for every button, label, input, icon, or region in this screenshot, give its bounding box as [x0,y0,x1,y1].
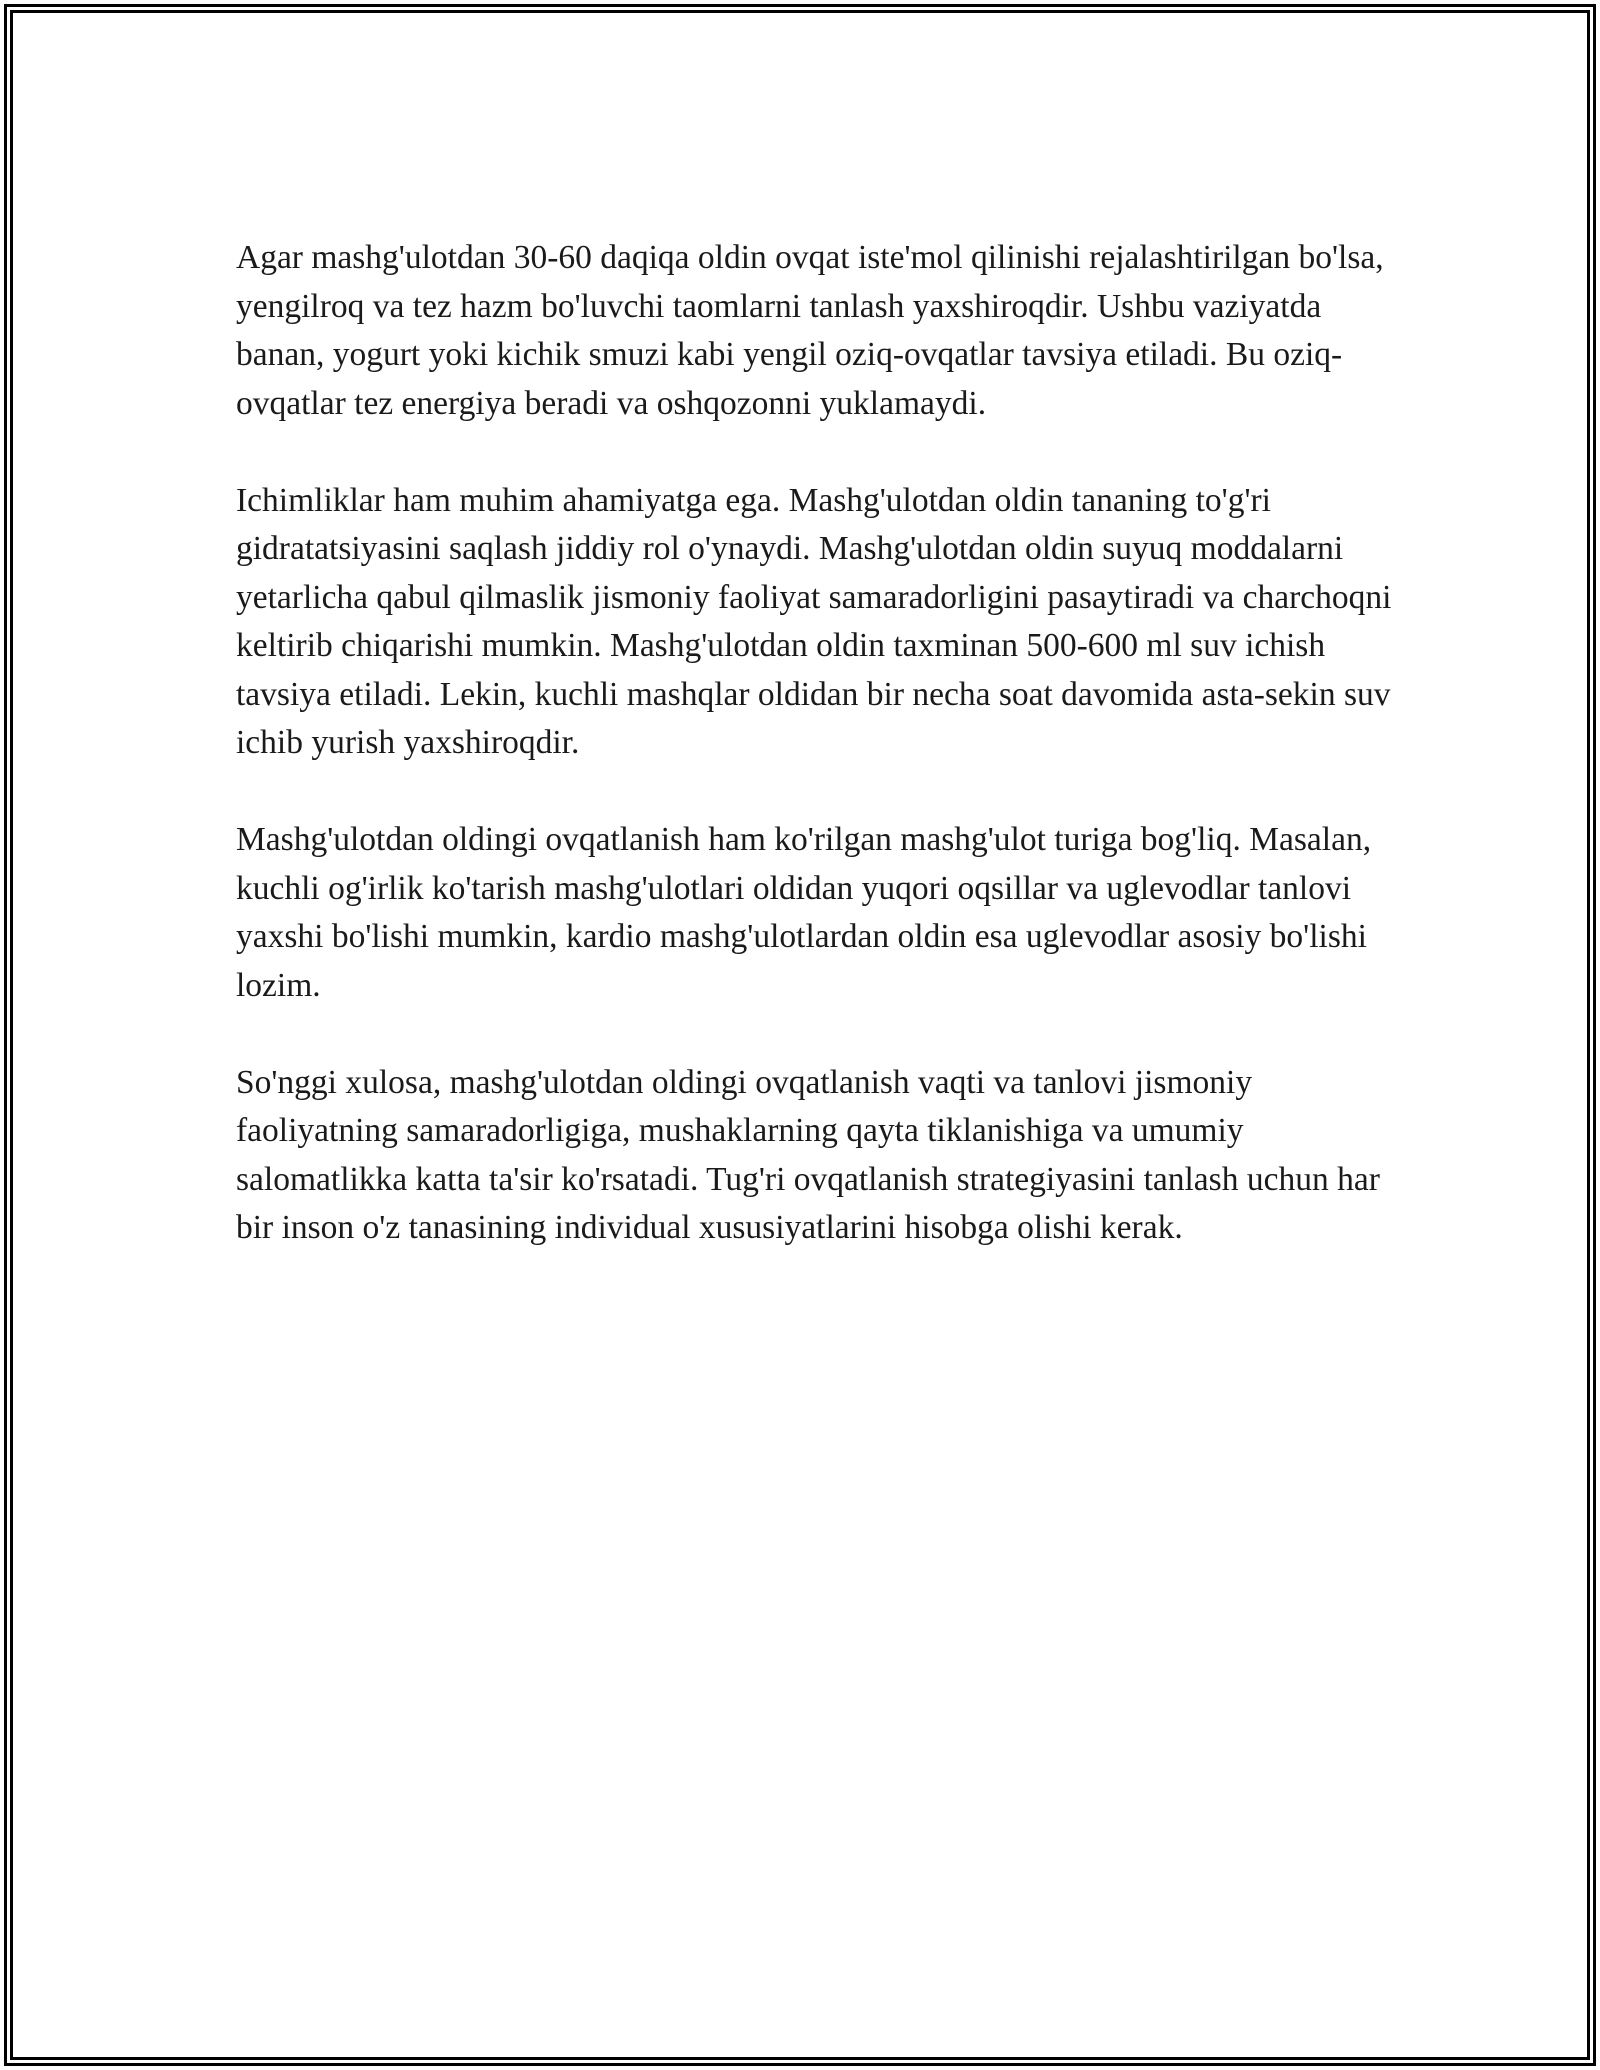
paragraph-1: Agar mashg'ulotdan 30-60 daqiqa oldin ovqat iste'mol qilinishi rejalashtirilgan bo'lsa, yengilroq va tez hazm bo'luvchi taomlarni tanlash yaxshiroqdir. Ushbu vaziyatda banan, yogurt yoki kichik smuzi kabi yengil oziq-ovqatlar tavsiya etiladi. Bu oziq-ovqatlar tez energiya beradi va oshqozonni yuklamaydi. [236,239,1384,422]
paragraph-3: Mashg'ulotdan oldingi ovqatlanish ham ko'rilgan mashg'ulot turiga bog'liq. Masalan, kuchli og'irlik ko'tarish mashg'ulotlari oldidan yuqori oqsillar va uglevodlar tanlovi yaxshi bo'lishi mumkin, kardio mashg'ulotlardan oldin esa uglevodlar asosiy bo'lishi lozim. [236,821,1372,1004]
document-body [236,234,1396,1301]
paragraph-4: So'nggi xulosa, mashg'ulotdan oldingi ovqatlanish vaqti va tanlovi jismoniy faoliyatning samaradorligiga, mushaklarning qayta tiklanishiga va umumiy salomatlikka katta ta'sir ko'rsatadi. Tug'ri ovqatlanish strategiyasini tanlash uchun har bir inson o'z tanasining individual xususiyatlarini hisobga olishi kerak. [236,1063,1380,1246]
paragraph-2: Ichimliklar ham muhim ahamiyatga ega. Mashg'ulotdan oldin tananing to'g'ri gidratatsiyasini saqlash jiddiy rol o'ynaydi. Mashg'ulotdan oldin suyuq moddalarni yetarlicha qabul qilmaslik jismoniy faoliyat samaradorligini pasaytiradi va charchoqni keltirib chiqarishi mumkin. Mashg'ulotdan oldin taxminan 500-600 ml suv ichish tavsiya etiladi. Lekin, kuchli mashqlar oldidan bir necha soat davomida asta-sekin suv ichib yurish yaxshiroqdir. [236,481,1392,761]
